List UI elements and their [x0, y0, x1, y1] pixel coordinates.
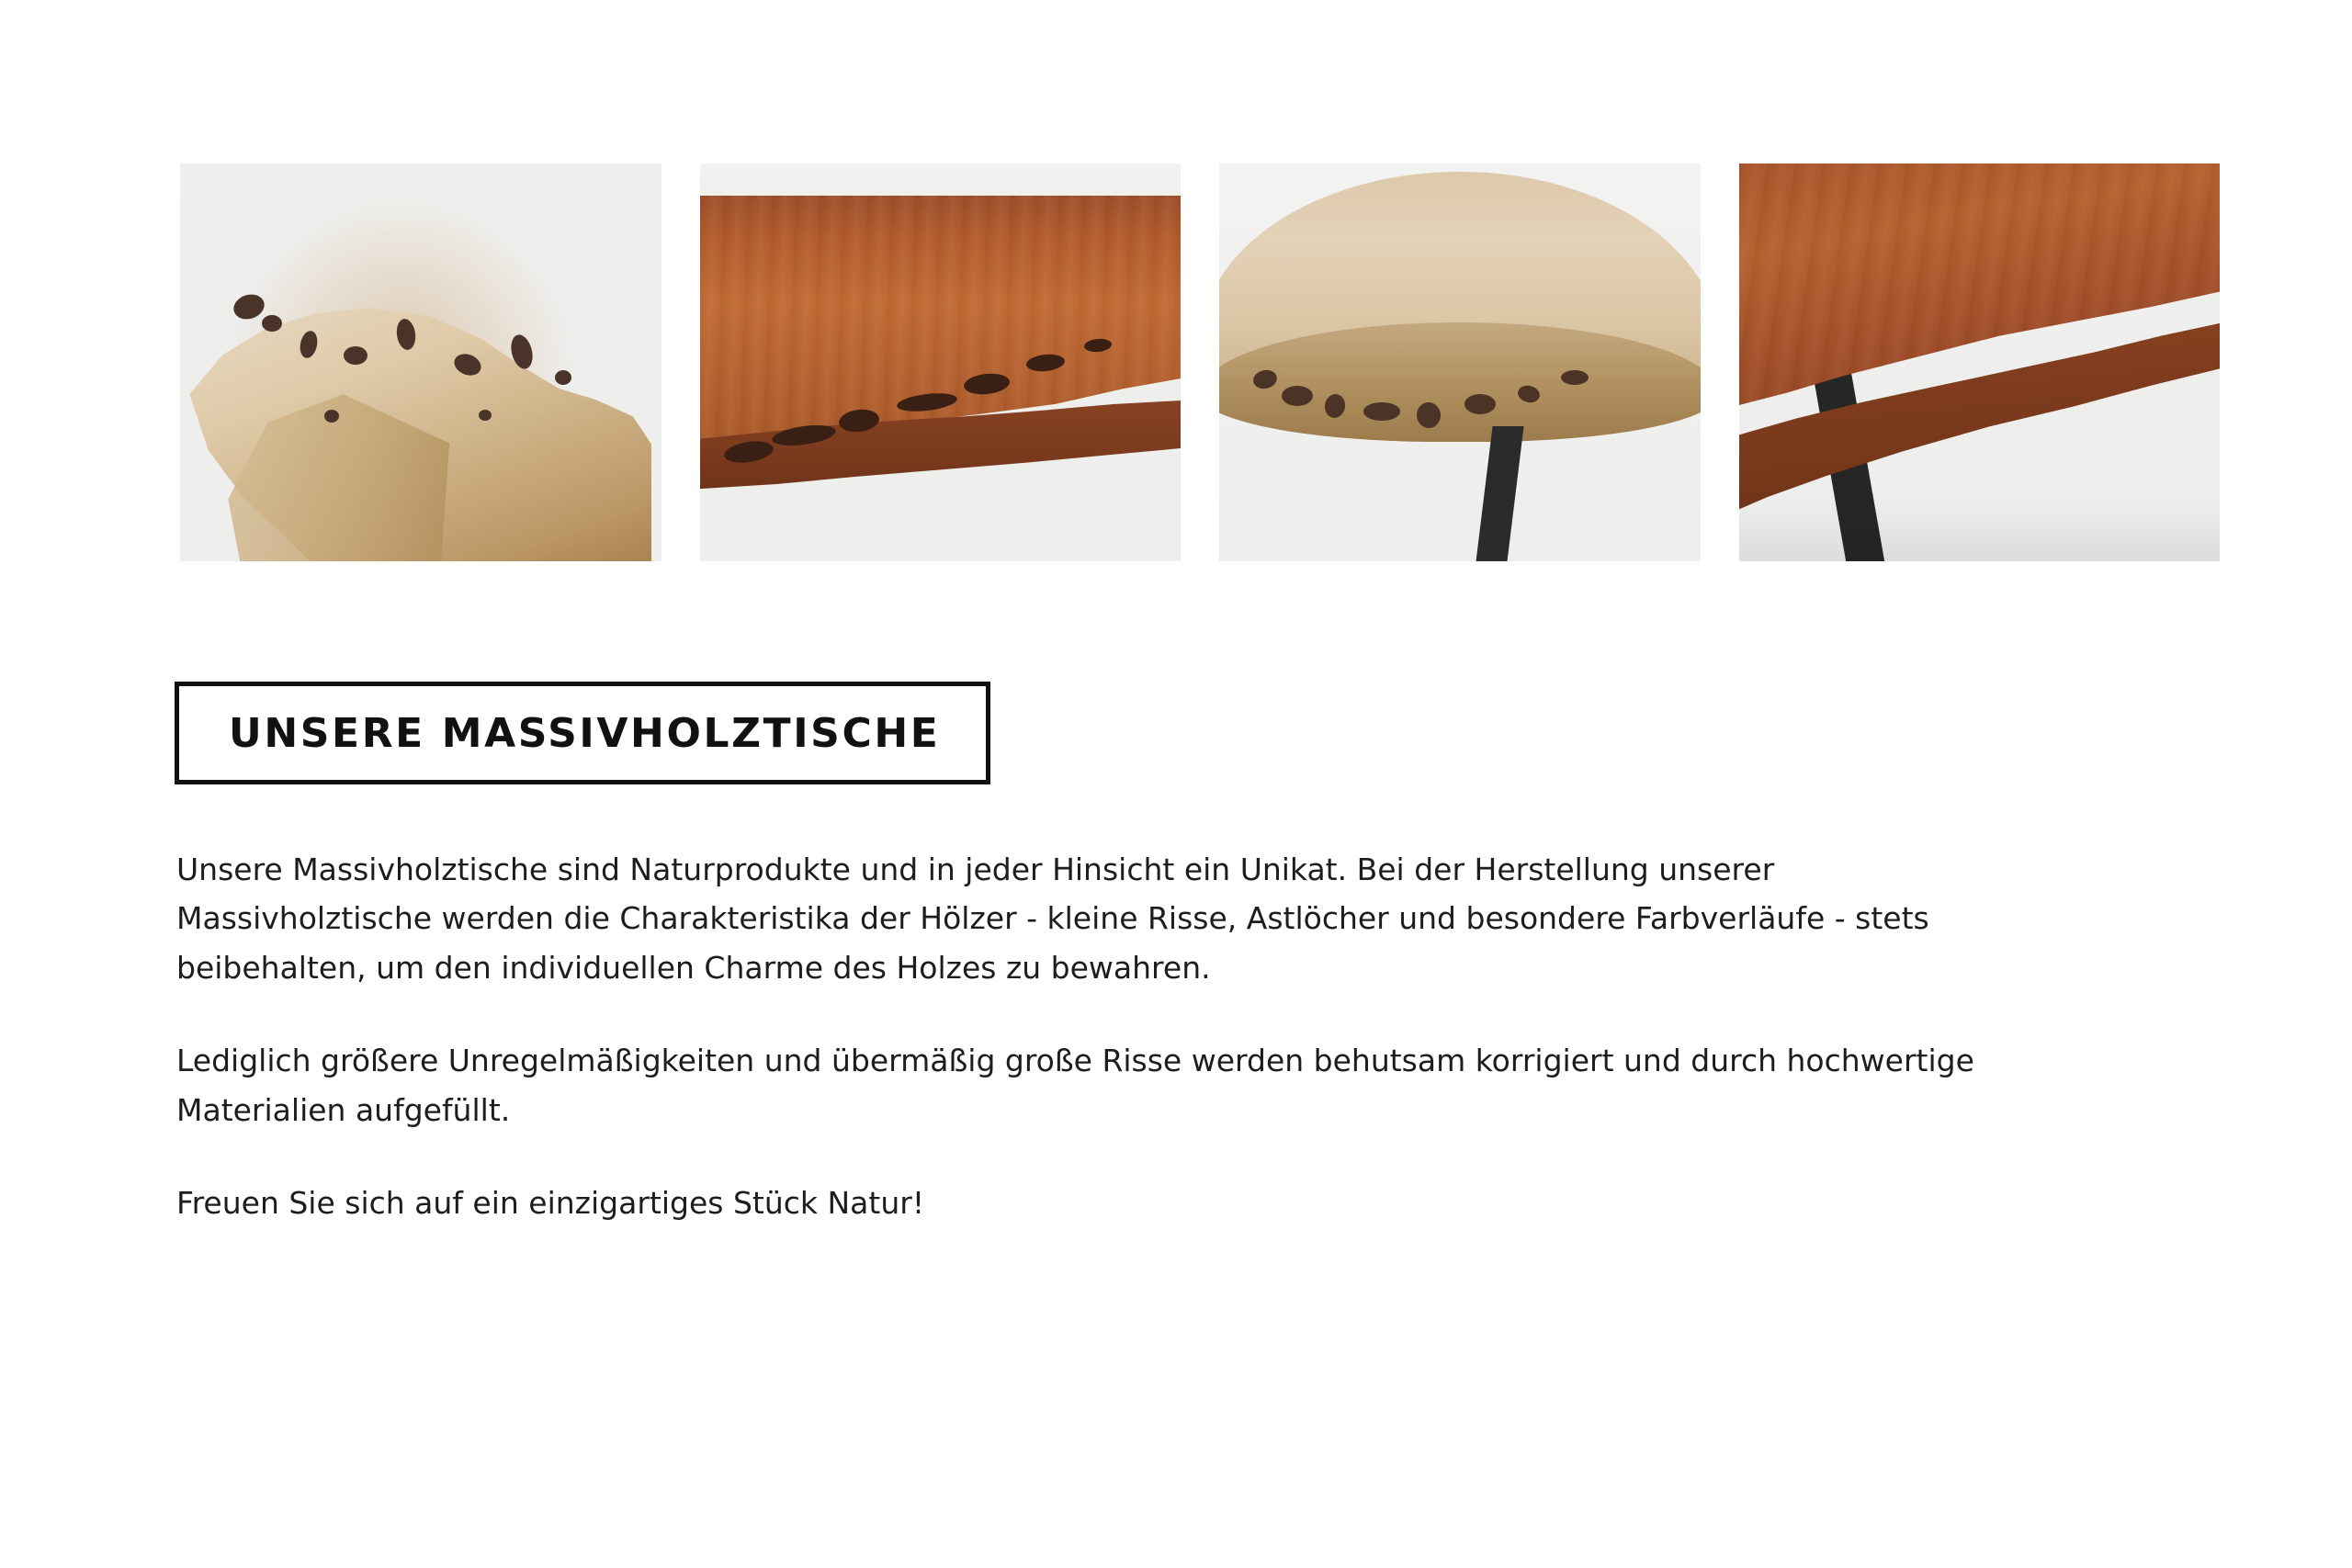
wood-knot [1363, 402, 1400, 421]
gallery-image-massivholz-baumkante-hell [180, 164, 662, 561]
tabletop-live-edge [1219, 322, 1701, 442]
gallery-image-massivholz-rotbraun-risse [700, 164, 1182, 561]
gallery-image-massivholz-akazie-tischbein [1739, 164, 2221, 561]
paragraph-1: Unsere Massivholztische sind Naturprodukte und in jeder Hinsicht ein Unikat. Bei der Herstellung unserer Massivholztische werden die Charakteristika der Hölzer - kleine Risse, Astlöcher und besondere Farbverläufe - stets beibehalten, um den individuellen Charme des Holzes zu bewahren. [176, 852, 1929, 986]
wood-knot [262, 315, 282, 332]
paragraph-2: Lediglich größere Unregelmäßigkeiten und übermäßig große Risse werden behutsam korrigiert und durch hochwertige Materialien aufgefüllt. [176, 1043, 1974, 1128]
wood-knot [555, 370, 571, 385]
wood-knot [1464, 394, 1496, 414]
body-copy [176, 845, 2041, 1228]
page-title: UNSERE MASSIVHOLZTISCHE [229, 709, 941, 757]
floor-shadow [1739, 498, 2221, 561]
paragraph-3: Freuen Sie sich auf ein einzigartiges Stück Natur! [176, 1185, 925, 1222]
gallery-image-massivholz-rundtisch-kante [1219, 164, 1701, 561]
wood-knot [1561, 370, 1589, 385]
table-leg [1475, 426, 1523, 561]
image-gallery [180, 164, 2220, 561]
section-heading-box [175, 682, 990, 784]
wood-knot [230, 290, 266, 322]
